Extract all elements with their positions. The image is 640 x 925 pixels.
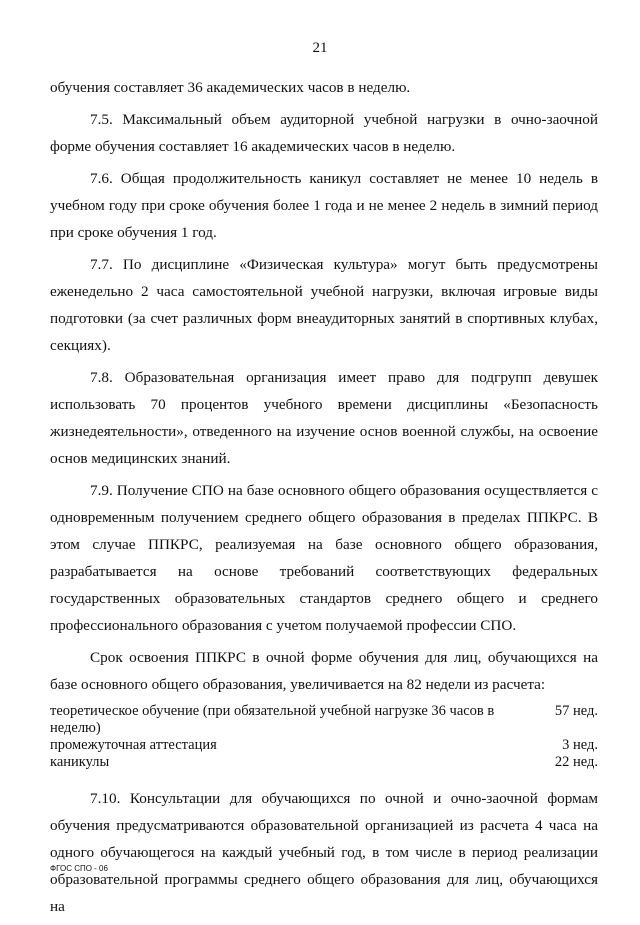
paragraph-continuation: обучения составляет 36 академических часов в неделю. xyxy=(50,79,411,96)
page-number: 21 xyxy=(312,40,328,56)
footer-doc-code: ФГОС СПО - 06 xyxy=(50,864,108,873)
document-body xyxy=(50,74,598,925)
breakdown-label: каникулы xyxy=(50,754,110,770)
breakdown-label: теоретическое обучение (при обязательной учебной нагрузке 36 часов в неделю) xyxy=(50,703,495,736)
table-row xyxy=(50,703,598,737)
paragraph-7-9: 7.9. Получение СПО на базе основного общего образования осуществляется с одновременным получением среднего общего образования в пределах ППКРС. В этом случае ППКРС, реализуемая на базе основного общего образования, разрабатывается на основе требований соответствующих федеральных государственных образовательных стандартов среднего общего и среднего профессионального образования с учетом получаемой профессии СПО. xyxy=(50,482,598,634)
paragraph-7-5: 7.5. Максимальный объем аудиторной учебной нагрузки в очно-заочной форме обучения составляет 16 академических часов в неделю. xyxy=(50,111,598,155)
paragraph-7-7: 7.7. По дисциплине «Физическая культура» могут быть предусмотрены еженедельно 2 часа самостоятельной учебной нагрузки, включая игровые виды подготовки (за счет различных форм внеаудиторных занятий в спортивных клубах, секциях). xyxy=(50,256,598,354)
paragraph-7-10: 7.10. Консультации для обучающихся по очной и очно-заочной формам обучения предусматриваются образовательной организацией из расчета 4 часа на одного обучающегося на каждый учебный год, в том числе в период реализации образовательной программы среднего общего образования для лиц, обучающихся на xyxy=(50,790,598,915)
breakdown-label: промежуточная аттестация xyxy=(50,737,217,753)
duration-breakdown-table xyxy=(50,703,598,771)
table-row xyxy=(50,737,598,754)
breakdown-value: 57 нед. xyxy=(554,703,598,719)
table-row xyxy=(50,754,598,771)
paragraph-7-6: 7.6. Общая продолжительность каникул составляет не менее 10 недель в учебном году при сроке обучения более 1 года и не менее 2 недель в зимний период при сроке обучения 1 год. xyxy=(50,170,598,241)
breakdown-value: 22 нед. xyxy=(554,754,598,770)
paragraph-7-8: 7.8. Образовательная организация имеет право для подгрупп девушек использовать 70 процентов учебного времени дисциплины «Безопасность жизнедеятельности», отведенного на изучение основ военной службы, на освоение основ медицинских знаний. xyxy=(50,369,598,467)
breakdown-value: 3 нед. xyxy=(562,737,598,753)
paragraph-study-duration: Срок освоения ППКРС в очной форме обучения для лиц, обучающихся на базе основного общего образования, увеличивается на 82 недели из расчета: xyxy=(50,649,598,693)
